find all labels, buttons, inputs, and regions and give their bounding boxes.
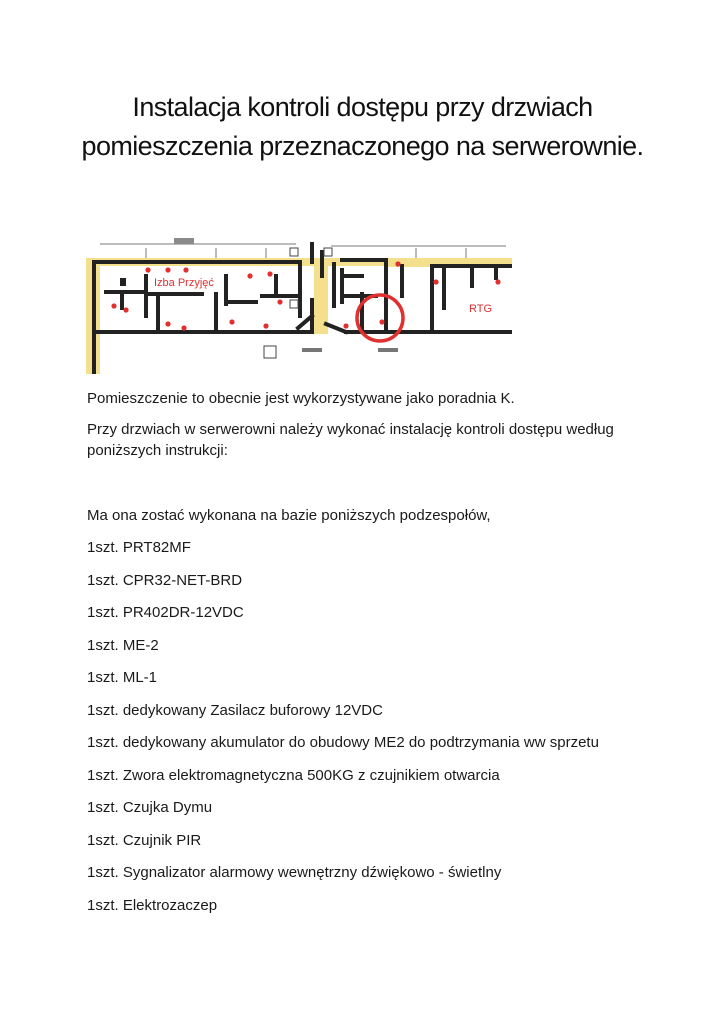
list-item: 1szt. CPR32-NET-BRD [87,571,243,589]
room-label-right: RTG [469,303,493,315]
room-label-left: Izba Przyjęć [154,277,214,289]
list-item: 1szt. PRT82MF [87,539,191,556]
list-item: 1szt. Zwora elektromagnetyczna 500KG z czujnikiem otwarcia [87,766,500,784]
paragraph-lead: Ma ona zostać wykonana na bazie poniższych podzespołów, [87,507,491,524]
floor-plan-image [86,236,512,374]
list-item: 1szt. dedykowany akumulator do obudowy ME2 do podtrzymania ww sprzetu [87,734,599,751]
page-title: Instalacja kontroli dostępu przy drzwiach pomieszczenia przeznaczonego na serwerownie. [81,92,644,161]
list-item: 1szt. ML-1 [87,669,158,686]
list-item: 1szt. Czujnik PIR [87,831,202,849]
list-item: 1szt. dedykowany Zasilacz buforowy 12VDC [87,701,383,719]
list-item: 1szt. ME-2 [87,636,159,654]
paragraph-instruction: Przy drzwiach w serwerowni należy wykonać instalację kontroli dostępu według poniższych instrukcji: [87,421,614,459]
paragraph-intro: Pomieszczenie to obecnie jest wykorzystywane jako poradnia K. [87,390,515,407]
components-list [87,537,647,916]
list-item: 1szt. Elektrozaczep [87,896,218,914]
list-item: 1szt. Czujka Dymu [87,799,213,816]
list-item: 1szt. Sygnalizator alarmowy wewnętrzny dźwiękowo - świetlny [87,864,502,881]
list-item: 1szt. PR402DR-12VDC [87,604,244,621]
document-body [87,388,647,927]
